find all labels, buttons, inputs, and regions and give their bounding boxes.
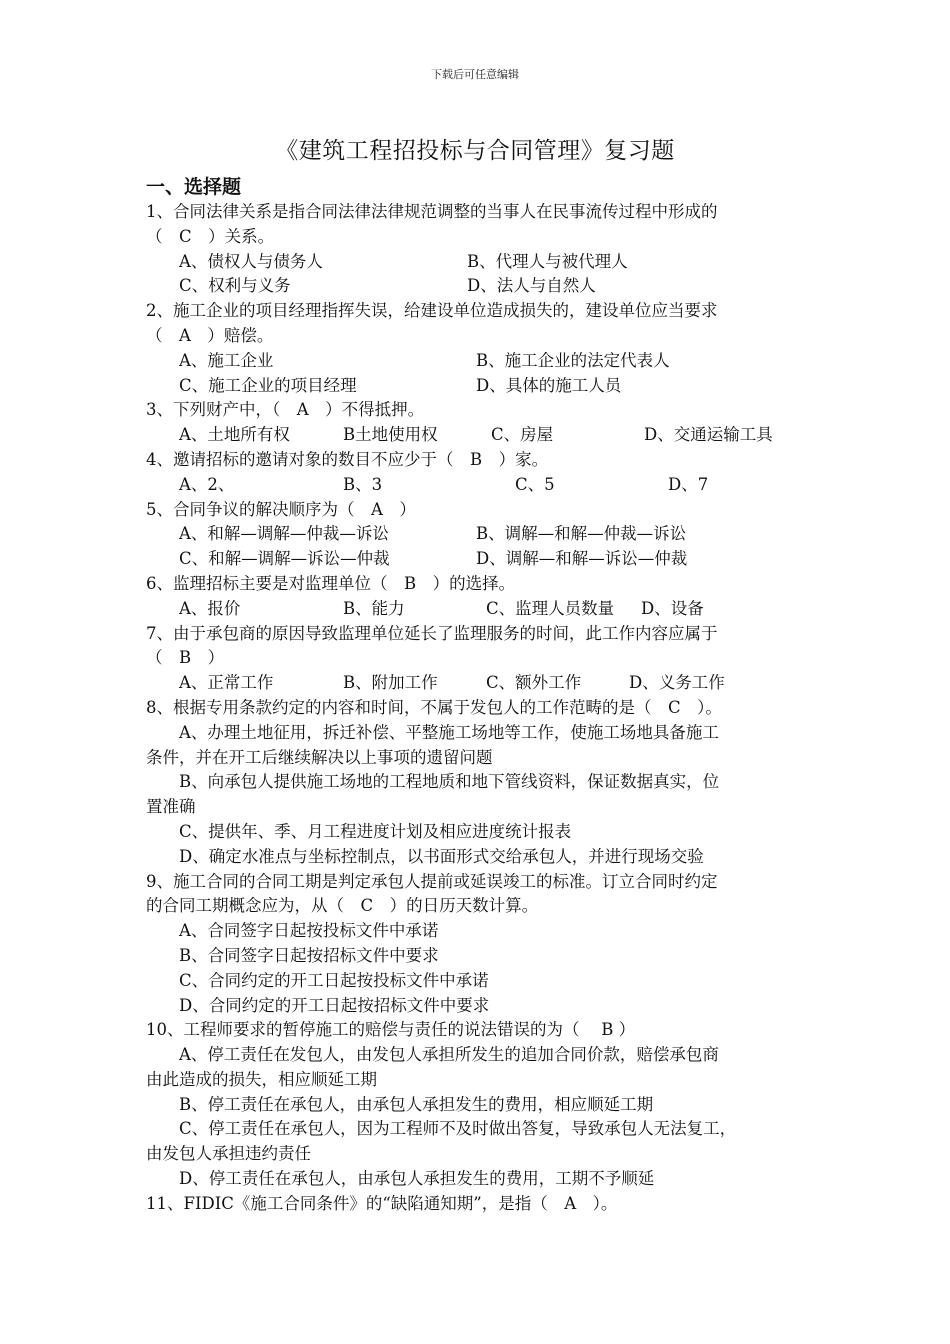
question-stem: 8、根据专用条款约定的内容和时间，不属于发包人的工作范畴的是（ C ）。 — [146, 697, 722, 717]
question-stem: （ B ） — [146, 648, 225, 668]
question-stem: 9、施工合同的合同工期是判定承包人提前或延误竣工的标准。订立合同时约定 — [146, 871, 718, 891]
option-b-continued: 置准确 — [146, 797, 196, 817]
option-d: D、确定水准点与坐标控制点，以书面形式交给承包人，并进行现场交验 — [179, 846, 704, 866]
option-a: A、办理土地征用，拆迁补偿、平整施工场地等工作，使施工场地具备施工 — [179, 722, 719, 742]
option-a: A、停工责任在发包人，由发包人承担所发生的追加合同价款，赔偿承包商 — [179, 1045, 719, 1065]
option-d: D、停工责任在承包人，由承包人承担发生的费用，工期不予顺延 — [179, 1169, 655, 1189]
question-stem: 11、FIDIC《施工合同条件》的“缺陷通知期”，是指（ A ）。 — [146, 1193, 618, 1213]
option-a-continued: 由此造成的损失，相应顺延工期 — [146, 1069, 377, 1089]
question-stem: 5、合同争议的解决顺序为（ A ） — [146, 499, 416, 519]
question-stem: （ C ）关系。 — [146, 226, 275, 246]
option-a-continued: 条件，并在开工后继续解决以上事项的遗留问题 — [146, 747, 493, 767]
option-a: A、合同签字日起按投标文件中承诺 — [179, 921, 439, 941]
option-c: C、停工责任在承包人，因为工程师不及时做出答复，导致承包人无法复工， — [179, 1119, 737, 1139]
option-c-continued: 由发包人承担违约责任 — [146, 1144, 311, 1164]
option-b: B、向承包人提供施工场地的工程地质和地下管线资料，保证数据真实，位 — [179, 772, 720, 792]
question-stem: 6、监理招标主要是对监理单位（ B ）的选择。 — [146, 573, 516, 593]
option-c: C、提供年、季、月工程进度计划及相应进度统计报表 — [179, 821, 572, 841]
question-6 — [146, 572, 811, 622]
question-stem: 10、工程师要求的暂停施工的赔偿与责任的说法错误的为（ B ） — [146, 1020, 636, 1040]
option-b: B土地使用权 — [343, 425, 438, 445]
option-d: D、交通运输工具 — [644, 425, 773, 445]
option-b: B、3 — [343, 474, 383, 494]
option-a: A、土地所有权 — [179, 425, 290, 445]
option-d: D、7 — [668, 474, 709, 494]
section-heading: 一、选择题 — [146, 176, 242, 198]
question-stem: 1、合同法律关系是指合同法律法律规范调整的当事人在民事流传过程中形成的 — [146, 202, 718, 221]
option-a: A、施工企业 — [179, 350, 274, 370]
option-c: C、合同约定的开工日起按投标文件中承诺 — [179, 970, 489, 990]
question-stem: 2、施工企业的项目经理指挥失误，给建设单位造成损失的，建设单位应当要求 — [146, 301, 718, 321]
question-1 — [146, 200, 811, 299]
option-b: B、停工责任在承包人，由承包人承担发生的费用，相应顺延工期 — [179, 1094, 654, 1114]
question-2 — [146, 299, 811, 398]
question-stem: 的合同工期概念应为，从（ C ）的日历天数计算。 — [146, 896, 539, 916]
question-stem: 4、邀请招标的邀请对象的数目不应少于（ B ）家。 — [146, 449, 549, 469]
question-10 — [146, 1018, 811, 1192]
question-4 — [146, 448, 811, 498]
question-5 — [146, 498, 811, 572]
option-a: A、2、 — [179, 474, 235, 494]
option-d: D、具体的施工人员 — [476, 375, 622, 395]
question-3 — [146, 398, 811, 448]
option-b: B、施工企业的法定代表人 — [476, 350, 670, 370]
option-b: B、能力 — [343, 598, 405, 618]
option-c: C、和解—调解—诉讼—仲裁 — [179, 549, 390, 569]
option-c: C、权利与义务 — [179, 276, 291, 296]
question-7 — [146, 622, 811, 696]
question-8 — [146, 696, 811, 870]
option-b: B、代理人与被代理人 — [467, 251, 628, 271]
option-b: B、合同签字日起按招标文件中要求 — [179, 945, 439, 965]
option-a: A、报价 — [179, 598, 241, 618]
question-9 — [146, 870, 811, 1019]
question-stem: 7、由于承包商的原因导致监理单位延长了监理服务的时间，此工作内容应属于 — [146, 623, 718, 643]
option-d: D、法人与自然人 — [467, 276, 596, 296]
option-a: A、和解—调解—仲裁—诉讼 — [179, 524, 389, 544]
document-title: 《建筑工程招投标与合同管理》复习题 — [275, 138, 675, 164]
option-d: D、调解—和解—诉讼—仲裁 — [476, 549, 688, 569]
option-c: C、5 — [515, 474, 555, 494]
option-b: B、附加工作 — [343, 673, 438, 693]
option-d: D、合同约定的开工日起按招标文件中要求 — [179, 995, 490, 1015]
option-a: A、债权人与债务人 — [179, 251, 323, 271]
question-list — [146, 174, 811, 1217]
question-stem: 3、下列财产中，（ A ）不得抵押。 — [146, 400, 425, 420]
question-stem: （ A ）赔偿。 — [146, 325, 274, 345]
option-c: C、监理人员数量 — [486, 598, 615, 618]
option-d: D、设备 — [641, 598, 704, 618]
option-c: C、房屋 — [491, 425, 554, 445]
option-c: C、额外工作 — [486, 673, 582, 693]
question-11 — [146, 1192, 811, 1217]
option-b: B、调解—和解—仲裁—诉讼 — [476, 524, 687, 544]
option-d: D、义务工作 — [629, 673, 725, 693]
option-a: A、正常工作 — [179, 673, 274, 693]
page-header-note: 下载后可任意编辑 — [431, 68, 519, 81]
option-c: C、施工企业的项目经理 — [179, 375, 357, 395]
